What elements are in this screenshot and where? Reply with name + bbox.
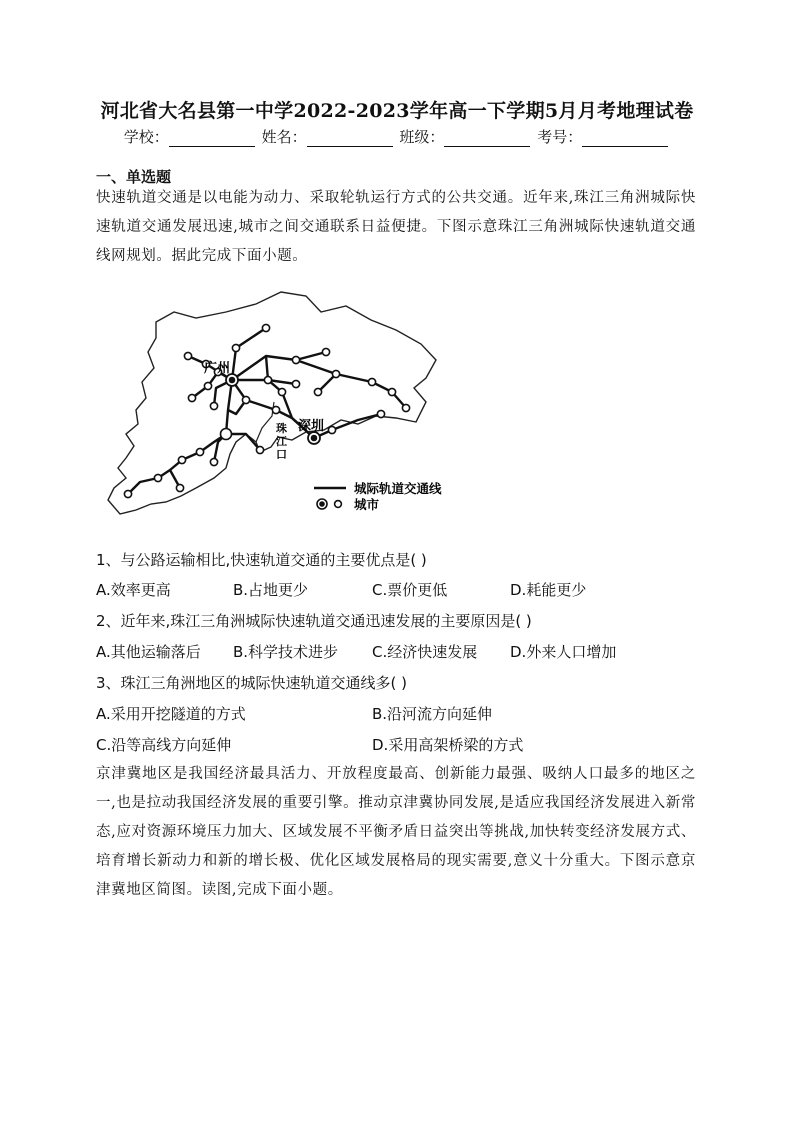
passage-1: 快速轨道交通是以电能为动力、采取轮轨运行方式的公共交通。近年来,珠江三角洲城际快速轨道交通发展迅速,城市之间交通联系日益便捷。下图示意珠江三角洲城际快速轨道交通线网规划。据此完成下面小题。 — [96, 190, 696, 264]
question-3-stem: 3、珠江三角洲地区的城际快速轨道交通线多( ) — [96, 674, 408, 692]
question-2-stem: 2、近年来,珠江三角洲城际快速轨道交通迅速发展的主要原因是( ) — [96, 612, 532, 630]
name-label: 姓名： — [261, 128, 307, 146]
question-3-option-a[interactable]: A.采用开挖隧道的方式 — [96, 705, 246, 723]
city-node — [204, 382, 211, 389]
city-node — [368, 378, 375, 385]
city-node — [256, 446, 263, 453]
city-node — [184, 352, 191, 359]
legend-line-label: 城际轨道交通线 — [354, 481, 442, 496]
exam-title: 河北省大名县第一中学2022-2023学年高一下学期5月月考地理试卷 — [100, 100, 694, 122]
city-node — [232, 344, 239, 351]
city-node — [154, 474, 161, 481]
city-node — [377, 410, 384, 417]
legend-city-label: 城市 — [354, 497, 380, 512]
class-label: 班级： — [399, 128, 445, 146]
city-node — [278, 388, 285, 395]
question-1-option-b[interactable]: B.占地更少 — [233, 581, 309, 599]
city-node — [314, 388, 321, 395]
city-node — [262, 324, 269, 331]
legend-city-swatch — [317, 499, 341, 509]
question-3-option-d[interactable]: D.采用高架桥梁的方式 — [372, 736, 524, 754]
class-blank[interactable] — [444, 132, 530, 147]
student-info-row — [0, 126, 794, 147]
city-node — [221, 429, 232, 440]
label-guangzhou: 广州 — [204, 361, 231, 376]
section-title: 一、单选题 — [96, 168, 172, 186]
pearl-river-delta-rail-map — [96, 282, 486, 542]
city-node — [292, 380, 299, 387]
question-2-option-b[interactable]: B.科学技术进步 — [233, 643, 339, 661]
label-estuary-1: 珠 — [276, 422, 287, 435]
number-blank[interactable] — [582, 132, 668, 147]
question-2-option-a[interactable]: A.其他运输落后 — [96, 643, 201, 661]
city-node — [210, 458, 217, 465]
question-3-option-b[interactable]: B.沿河流方向延伸 — [372, 705, 493, 723]
label-shenzhen: 深圳 — [298, 419, 325, 434]
city-node — [124, 490, 131, 497]
city-node — [322, 348, 329, 355]
question-3-option-c[interactable]: C.沿等高线方向延伸 — [96, 736, 232, 754]
city-node — [264, 376, 271, 383]
question-1-option-c[interactable]: C.票价更低 — [372, 581, 448, 599]
city-node — [242, 396, 249, 403]
city-node — [210, 402, 217, 409]
passage-2: 京津冀地区是我国经济最具活力、开放程度最高、创新能力最强、吸纳人口最多的地区之一,也是拉动我国经济发展的重要引擎。推动京津冀协同发展,是适应我国经济发展进入新常态,应对资源环境压力加大、区域发展不平衡矛盾日益突出等挑战,加快转变经济发展方式、培育增长新动力和新的增长极、优化区域发展格局的现实需要,意义十分重大。下图示意京津冀地区简图。读图,完成下面小题。 — [96, 766, 696, 898]
school-label: 学校： — [123, 128, 169, 146]
city-node — [332, 370, 339, 377]
city-node — [328, 426, 335, 433]
question-2-option-d[interactable]: D.外来人口增加 — [510, 643, 617, 661]
question-1-stem: 1、与公路运输相比,快速轨道交通的主要优点是( ) — [96, 551, 427, 569]
question-2-option-c[interactable]: C.经济快速发展 — [372, 643, 478, 661]
name-blank[interactable] — [307, 132, 393, 147]
city-node — [402, 404, 409, 411]
city-node — [272, 406, 279, 413]
number-label: 考号： — [537, 128, 583, 146]
city-node — [388, 388, 395, 395]
question-1-option-d[interactable]: D.耗能更少 — [510, 581, 587, 599]
city-node — [292, 356, 299, 363]
rail-lines — [128, 328, 406, 494]
label-estuary-3: 口 — [276, 448, 287, 461]
school-blank[interactable] — [169, 132, 255, 147]
city-node — [196, 448, 203, 455]
label-estuary-2: 江 — [276, 435, 287, 448]
city-node — [176, 484, 183, 491]
city-node — [188, 394, 195, 401]
city-node — [178, 456, 185, 463]
question-1-option-a[interactable]: A.效率更高 — [96, 581, 171, 599]
